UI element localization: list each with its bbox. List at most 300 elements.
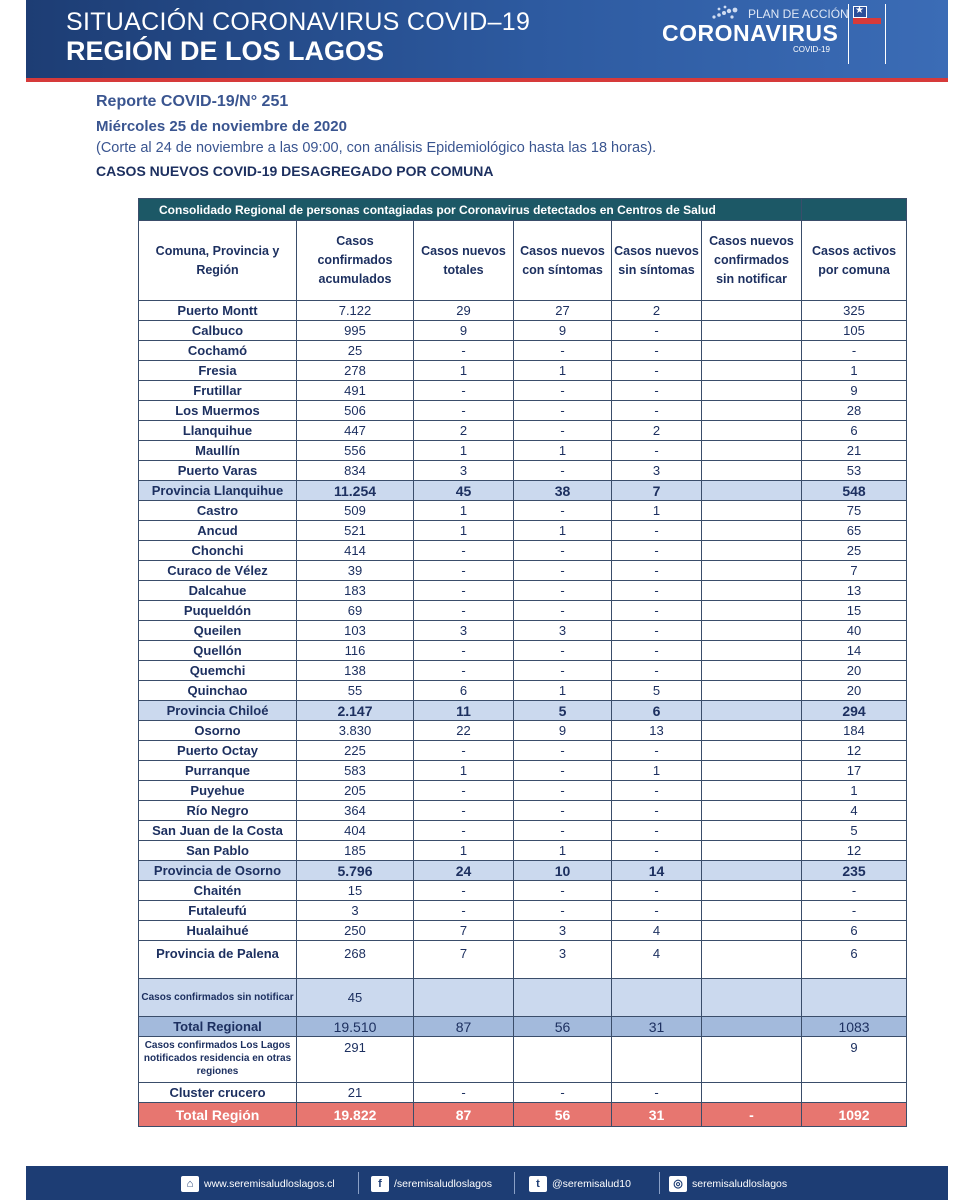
cell-comuna: Maullín — [139, 441, 297, 461]
cell-acumulados: 183 — [297, 581, 414, 601]
cell-acumulados: 250 — [297, 921, 414, 941]
cell-sin-sintomas: - — [612, 541, 702, 561]
table-title-row — [139, 199, 907, 221]
cell-nuevos-totales: - — [414, 641, 514, 661]
cell-acumulados: 291 — [297, 1037, 414, 1083]
cell-acumulados: 834 — [297, 461, 414, 481]
cell-comuna: Purranque — [139, 761, 297, 781]
cell-activos: 548 — [802, 481, 907, 501]
cell-sin-sintomas: - — [612, 401, 702, 421]
cell-activos: 105 — [802, 321, 907, 341]
cell-con-sintomas: - — [514, 661, 612, 681]
cell-comuna: Quinchao — [139, 681, 297, 701]
cell-nuevos-totales: - — [414, 541, 514, 561]
cell-activos: - — [802, 901, 907, 921]
cell-nuevos-totales: - — [414, 601, 514, 621]
cell-activos: 65 — [802, 521, 907, 541]
cases-table — [138, 198, 907, 1127]
cell-sin-sintomas: 4 — [612, 921, 702, 941]
cell-con-sintomas: - — [514, 461, 612, 481]
cell-sin-notificar — [702, 661, 802, 681]
cell-sin-notificar — [702, 881, 802, 901]
cell-nuevos-totales: 6 — [414, 681, 514, 701]
cell-acumulados: 278 — [297, 361, 414, 381]
cell-comuna: Dalcahue — [139, 581, 297, 601]
cell-activos: 235 — [802, 861, 907, 881]
cell-sin-notificar — [702, 441, 802, 461]
cell-acumulados: 995 — [297, 321, 414, 341]
cell-comuna: Osorno — [139, 721, 297, 741]
header-red-stripe — [26, 78, 948, 82]
cell-nuevos-totales: - — [414, 341, 514, 361]
cell-acumulados: 3 — [297, 901, 414, 921]
cell-con-sintomas: - — [514, 881, 612, 901]
table-row — [139, 601, 907, 621]
cell-nuevos-totales: 3 — [414, 461, 514, 481]
prov-row — [139, 481, 907, 501]
cell-nuevos-totales — [414, 1037, 514, 1083]
cell-comuna: Puyehue — [139, 781, 297, 801]
cell-con-sintomas: - — [514, 781, 612, 801]
table-row — [139, 781, 907, 801]
cell-sin-notificar — [702, 361, 802, 381]
cell-con-sintomas: - — [514, 401, 612, 421]
cell-con-sintomas: - — [514, 901, 612, 921]
cell-nuevos-totales: 29 — [414, 301, 514, 321]
cell-comuna: Total Región — [139, 1103, 297, 1127]
cell-nuevos-totales: - — [414, 901, 514, 921]
cell-activos: 5 — [802, 821, 907, 841]
cell-comuna: Provincia Chiloé — [139, 701, 297, 721]
cell-con-sintomas: 1 — [514, 681, 612, 701]
cell-nuevos-totales: 7 — [414, 921, 514, 941]
cell-nuevos-totales: 11 — [414, 701, 514, 721]
cell-comuna: Total Regional — [139, 1017, 297, 1037]
footer-twitter-text: @seremisalud10 — [552, 1178, 631, 1190]
cell-con-sintomas: 1 — [514, 441, 612, 461]
cell-con-sintomas: - — [514, 601, 612, 621]
cell-activos: - — [802, 881, 907, 901]
cell-acumulados: 11.254 — [297, 481, 414, 501]
cell-activos: 15 — [802, 601, 907, 621]
cell-comuna: Los Muermos — [139, 401, 297, 421]
cell-con-sintomas: 3 — [514, 921, 612, 941]
cell-con-sintomas: 1 — [514, 361, 612, 381]
cell-comuna: Hualaihué — [139, 921, 297, 941]
cell-comuna: Provincia de Palena — [139, 941, 297, 979]
header-nuevos-totales: Casos nuevos totales — [414, 221, 514, 301]
cell-nuevos-totales: - — [414, 381, 514, 401]
table-row — [139, 341, 907, 361]
instagram-icon: ◎ — [669, 1176, 687, 1192]
cell-comuna: Cluster crucero — [139, 1083, 297, 1103]
cell-comuna: Quellón — [139, 641, 297, 661]
cell-sin-sintomas: 5 — [612, 681, 702, 701]
cell-acumulados: 21 — [297, 1083, 414, 1103]
cell-con-sintomas: 5 — [514, 701, 612, 721]
cell-con-sintomas: 3 — [514, 621, 612, 641]
footer-divider — [358, 1172, 359, 1194]
header-title-line2: REGIÓN DE LOS LAGOS — [66, 36, 385, 66]
cell-activos: 9 — [802, 381, 907, 401]
table-row — [139, 381, 907, 401]
cell-con-sintomas: - — [514, 821, 612, 841]
cell-nuevos-totales: 1 — [414, 501, 514, 521]
cell-nuevos-totales: 1 — [414, 521, 514, 541]
cell-acumulados: 25 — [297, 341, 414, 361]
cell-comuna: Queilen — [139, 621, 297, 641]
cell-sin-notificar — [702, 341, 802, 361]
footer-web-text: www.seremisaludloslagos.cl — [204, 1178, 335, 1190]
report-title: Reporte COVID-19/N° 251 — [96, 93, 289, 110]
cell-sin-notificar — [702, 1017, 802, 1037]
cell-acumulados: 39 — [297, 561, 414, 581]
cell-nuevos-totales: - — [414, 781, 514, 801]
cell-comuna: Fresia — [139, 361, 297, 381]
cell-con-sintomas: 3 — [514, 941, 612, 979]
cell-sin-notificar — [702, 681, 802, 701]
cell-acumulados: 69 — [297, 601, 414, 621]
cell-sin-notificar — [702, 641, 802, 661]
report-subtitle: CASOS NUEVOS COVID-19 DESAGREGADO POR COMUNA — [96, 163, 494, 179]
cell-activos: 28 — [802, 401, 907, 421]
footer-web[interactable] — [181, 1176, 335, 1192]
cell-acumulados: 103 — [297, 621, 414, 641]
cell-nuevos-totales: - — [414, 881, 514, 901]
header-sin-sintomas: Casos nuevos sin síntomas — [612, 221, 702, 301]
cell-sin-sintomas: 2 — [612, 421, 702, 441]
cell-sin-sintomas: 14 — [612, 861, 702, 881]
cell-activos: 25 — [802, 541, 907, 561]
cell-sin-sintomas: 2 — [612, 301, 702, 321]
table-row — [139, 661, 907, 681]
cell-activos: 325 — [802, 301, 907, 321]
cell-acumulados: 583 — [297, 761, 414, 781]
header-sin-notificar: Casos nuevos confirmados sin notificar — [702, 221, 802, 301]
cell-acumulados: 185 — [297, 841, 414, 861]
cell-acumulados: 268 — [297, 941, 414, 979]
cell-acumulados: 404 — [297, 821, 414, 841]
cell-sin-notificar — [702, 861, 802, 881]
cell-con-sintomas: 1 — [514, 841, 612, 861]
report-note: (Corte al 24 de noviembre a las 09:00, con análisis Epidemiológico hasta las 18 horas). — [96, 140, 657, 156]
header-title-line1: SITUACIÓN CORONAVIRUS COVID–19 — [66, 8, 531, 36]
table-title: Consolidado Regional de personas contagiadas por Coronavirus detectados en Centros de Salud — [139, 199, 802, 221]
table-row — [139, 561, 907, 581]
cell-sin-sintomas: - — [612, 821, 702, 841]
cell-activos — [802, 1083, 907, 1103]
cell-sin-notificar — [702, 561, 802, 581]
footer-facebook[interactable] — [371, 1176, 492, 1192]
cell-sin-sintomas: 31 — [612, 1103, 702, 1127]
cell-nuevos-totales: 9 — [414, 321, 514, 341]
header-activos: Casos activos por comuna — [802, 221, 907, 301]
cell-con-sintomas: 56 — [514, 1103, 612, 1127]
cell-sin-sintomas: - — [612, 741, 702, 761]
cell-sin-sintomas: 1 — [612, 501, 702, 521]
cell-sin-notificar — [702, 901, 802, 921]
header-comuna: Comuna, Provincia y Región — [139, 221, 297, 301]
cell-activos: 12 — [802, 741, 907, 761]
cell-nuevos-totales: 1 — [414, 761, 514, 781]
cell-sin-sintomas — [612, 979, 702, 1017]
cell-acumulados: 2.147 — [297, 701, 414, 721]
cell-activos: 13 — [802, 581, 907, 601]
cell-acumulados: 7.122 — [297, 301, 414, 321]
cell-comuna: Puerto Varas — [139, 461, 297, 481]
cell-nuevos-totales: 2 — [414, 421, 514, 441]
cell-comuna: Chaitén — [139, 881, 297, 901]
cell-comuna: Puqueldón — [139, 601, 297, 621]
sin-row — [139, 979, 907, 1017]
cell-activos: 9 — [802, 1037, 907, 1083]
cell-nuevos-totales: - — [414, 1083, 514, 1103]
cell-acumulados: 45 — [297, 979, 414, 1017]
cell-activos: 21 — [802, 441, 907, 461]
cell-sin-sintomas: 31 — [612, 1017, 702, 1037]
otras-row — [139, 1037, 907, 1083]
cell-sin-sintomas — [612, 1037, 702, 1083]
cell-activos: 6 — [802, 921, 907, 941]
cell-activos: - — [802, 341, 907, 361]
table-row — [139, 741, 907, 761]
cell-con-sintomas: - — [514, 541, 612, 561]
cell-sin-notificar — [702, 801, 802, 821]
cell-comuna: Casos confirmados Los Lagos notificados residencia en otras regiones — [139, 1037, 297, 1083]
cell-sin-notificar — [702, 601, 802, 621]
footer-instagram[interactable] — [669, 1176, 787, 1192]
cell-sin-sintomas: - — [612, 1083, 702, 1103]
cell-sin-sintomas: 7 — [612, 481, 702, 501]
cell-activos — [802, 979, 907, 1017]
table-row — [139, 681, 907, 701]
report-date: Miércoles 25 de noviembre de 2020 — [96, 118, 347, 135]
table-row — [139, 581, 907, 601]
cell-comuna: Ancud — [139, 521, 297, 541]
cell-sin-sintomas: - — [612, 641, 702, 661]
cell-con-sintomas: 9 — [514, 721, 612, 741]
cell-sin-notificar — [702, 721, 802, 741]
totalreg-row — [139, 1103, 907, 1127]
cell-sin-sintomas: - — [612, 621, 702, 641]
footer-twitter[interactable] — [529, 1176, 631, 1192]
cell-con-sintomas: - — [514, 421, 612, 441]
facebook-icon: f — [371, 1176, 389, 1192]
cell-activos: 20 — [802, 681, 907, 701]
cell-nuevos-totales: - — [414, 821, 514, 841]
cell-comuna: Puerto Montt — [139, 301, 297, 321]
table-row — [139, 321, 907, 341]
table-row — [139, 501, 907, 521]
cell-comuna: Futaleufú — [139, 901, 297, 921]
cell-comuna: Provincia Llanquihue — [139, 481, 297, 501]
table-row — [139, 921, 907, 941]
cell-comuna: Casos confirmados sin notificar — [139, 979, 297, 1017]
cell-nuevos-totales: 7 — [414, 941, 514, 979]
cell-nuevos-totales: 3 — [414, 621, 514, 641]
cell-activos: 14 — [802, 641, 907, 661]
header-acumulados: Casos confirmados acumulados — [297, 221, 414, 301]
cell-con-sintomas — [514, 1037, 612, 1083]
plan-dots-icon — [710, 5, 742, 21]
cell-activos: 1 — [802, 781, 907, 801]
cell-con-sintomas: - — [514, 1083, 612, 1103]
cell-con-sintomas: - — [514, 341, 612, 361]
cell-con-sintomas: 38 — [514, 481, 612, 501]
cell-sin-notificar — [702, 761, 802, 781]
table-row — [139, 301, 907, 321]
cell-comuna: San Juan de la Costa — [139, 821, 297, 841]
cell-activos: 53 — [802, 461, 907, 481]
cell-sin-notificar — [702, 461, 802, 481]
cell-nuevos-totales: 22 — [414, 721, 514, 741]
cell-sin-notificar — [702, 1037, 802, 1083]
cell-comuna: Cochamó — [139, 341, 297, 361]
cell-comuna: Río Negro — [139, 801, 297, 821]
cell-comuna: Provincia de Osorno — [139, 861, 297, 881]
footer-divider — [514, 1172, 515, 1194]
cell-nuevos-totales: - — [414, 661, 514, 681]
cell-acumulados: 138 — [297, 661, 414, 681]
cell-sin-sintomas: 1 — [612, 761, 702, 781]
cell-acumulados: 364 — [297, 801, 414, 821]
header-con-sintomas: Casos nuevos con síntomas — [514, 221, 612, 301]
cell-acumulados: 447 — [297, 421, 414, 441]
cell-activos: 6 — [802, 941, 907, 979]
cell-sin-sintomas: - — [612, 521, 702, 541]
cell-sin-sintomas: - — [612, 801, 702, 821]
palena-row — [139, 941, 907, 979]
brand-label: CORONAVIRUS — [662, 20, 839, 46]
cell-activos: 294 — [802, 701, 907, 721]
cell-nuevos-totales: - — [414, 581, 514, 601]
government-logo-icon — [848, 4, 886, 64]
table-row — [139, 841, 907, 861]
cell-activos: 184 — [802, 721, 907, 741]
cell-activos: 20 — [802, 661, 907, 681]
cell-con-sintomas: - — [514, 501, 612, 521]
table-row — [139, 1083, 907, 1103]
cell-nuevos-totales — [414, 979, 514, 1017]
cell-activos: 17 — [802, 761, 907, 781]
cell-acumulados: 521 — [297, 521, 414, 541]
cell-con-sintomas: 1 — [514, 521, 612, 541]
cell-nuevos-totales: 1 — [414, 361, 514, 381]
regional-row — [139, 1017, 907, 1037]
cell-sin-notificar — [702, 621, 802, 641]
cell-con-sintomas: 9 — [514, 321, 612, 341]
cell-sin-sintomas: - — [612, 781, 702, 801]
table-row — [139, 641, 907, 661]
cell-nuevos-totales: - — [414, 801, 514, 821]
plan-label: PLAN DE ACCIÓN — [748, 7, 849, 21]
cell-sin-sintomas: 6 — [612, 701, 702, 721]
cell-sin-notificar — [702, 581, 802, 601]
cell-sin-notificar — [702, 741, 802, 761]
footer-instagram-text: seremisaludloslagos — [692, 1178, 788, 1190]
cell-acumulados: 205 — [297, 781, 414, 801]
cell-con-sintomas: - — [514, 761, 612, 781]
table-row — [139, 441, 907, 461]
cell-sin-notificar — [702, 841, 802, 861]
cell-comuna: San Pablo — [139, 841, 297, 861]
table-row — [139, 421, 907, 441]
cell-sin-notificar: - — [702, 1103, 802, 1127]
table-row — [139, 721, 907, 741]
cell-nuevos-totales: - — [414, 561, 514, 581]
table-row — [139, 761, 907, 781]
cell-sin-sintomas: - — [612, 441, 702, 461]
cell-acumulados: 414 — [297, 541, 414, 561]
cell-sin-notificar — [702, 521, 802, 541]
table-row — [139, 801, 907, 821]
cell-activos: 4 — [802, 801, 907, 821]
cell-nuevos-totales: 24 — [414, 861, 514, 881]
cell-comuna: Puerto Octay — [139, 741, 297, 761]
cell-comuna: Curaco de Vélez — [139, 561, 297, 581]
cell-sin-sintomas: 13 — [612, 721, 702, 741]
table-row — [139, 821, 907, 841]
cell-con-sintomas — [514, 979, 612, 1017]
cell-con-sintomas: 27 — [514, 301, 612, 321]
cell-sin-notificar — [702, 481, 802, 501]
cell-acumulados: 491 — [297, 381, 414, 401]
cell-nuevos-totales: 1 — [414, 841, 514, 861]
cell-sin-sintomas: - — [612, 361, 702, 381]
flag-star-icon: ★ — [855, 5, 864, 16]
table-title-empty-cell — [802, 199, 907, 221]
cell-sin-notificar — [702, 781, 802, 801]
cell-comuna: Calbuco — [139, 321, 297, 341]
cell-sin-sintomas: - — [612, 901, 702, 921]
cell-nuevos-totales: 45 — [414, 481, 514, 501]
cell-acumulados: 19.510 — [297, 1017, 414, 1037]
cell-comuna: Castro — [139, 501, 297, 521]
cell-sin-sintomas: - — [612, 321, 702, 341]
footer-facebook-text: /seremisaludloslagos — [394, 1178, 493, 1190]
cell-comuna: Frutillar — [139, 381, 297, 401]
cell-con-sintomas: - — [514, 641, 612, 661]
cell-sin-sintomas: - — [612, 581, 702, 601]
cell-sin-notificar — [702, 821, 802, 841]
flag-red-stripe — [853, 18, 881, 24]
cell-nuevos-totales: - — [414, 741, 514, 761]
cell-sin-sintomas: - — [612, 561, 702, 581]
web-icon: ⌂ — [181, 1176, 199, 1192]
cell-acumulados: 55 — [297, 681, 414, 701]
table-row — [139, 541, 907, 561]
cell-sin-notificar — [702, 381, 802, 401]
table-row — [139, 401, 907, 421]
brand-sub-label: COVID-19 — [793, 45, 830, 54]
table-row — [139, 621, 907, 641]
cell-acumulados: 506 — [297, 401, 414, 421]
cell-sin-notificar — [702, 401, 802, 421]
cell-sin-notificar — [702, 421, 802, 441]
cell-comuna: Quemchi — [139, 661, 297, 681]
table-row — [139, 881, 907, 901]
cell-nuevos-totales: 87 — [414, 1017, 514, 1037]
cell-activos: 75 — [802, 501, 907, 521]
cell-con-sintomas: 10 — [514, 861, 612, 881]
cell-sin-notificar — [702, 921, 802, 941]
cell-sin-notificar — [702, 979, 802, 1017]
cell-acumulados: 5.796 — [297, 861, 414, 881]
table-row — [139, 461, 907, 481]
cell-sin-notificar — [702, 301, 802, 321]
cell-acumulados: 509 — [297, 501, 414, 521]
footer-divider — [659, 1172, 660, 1194]
